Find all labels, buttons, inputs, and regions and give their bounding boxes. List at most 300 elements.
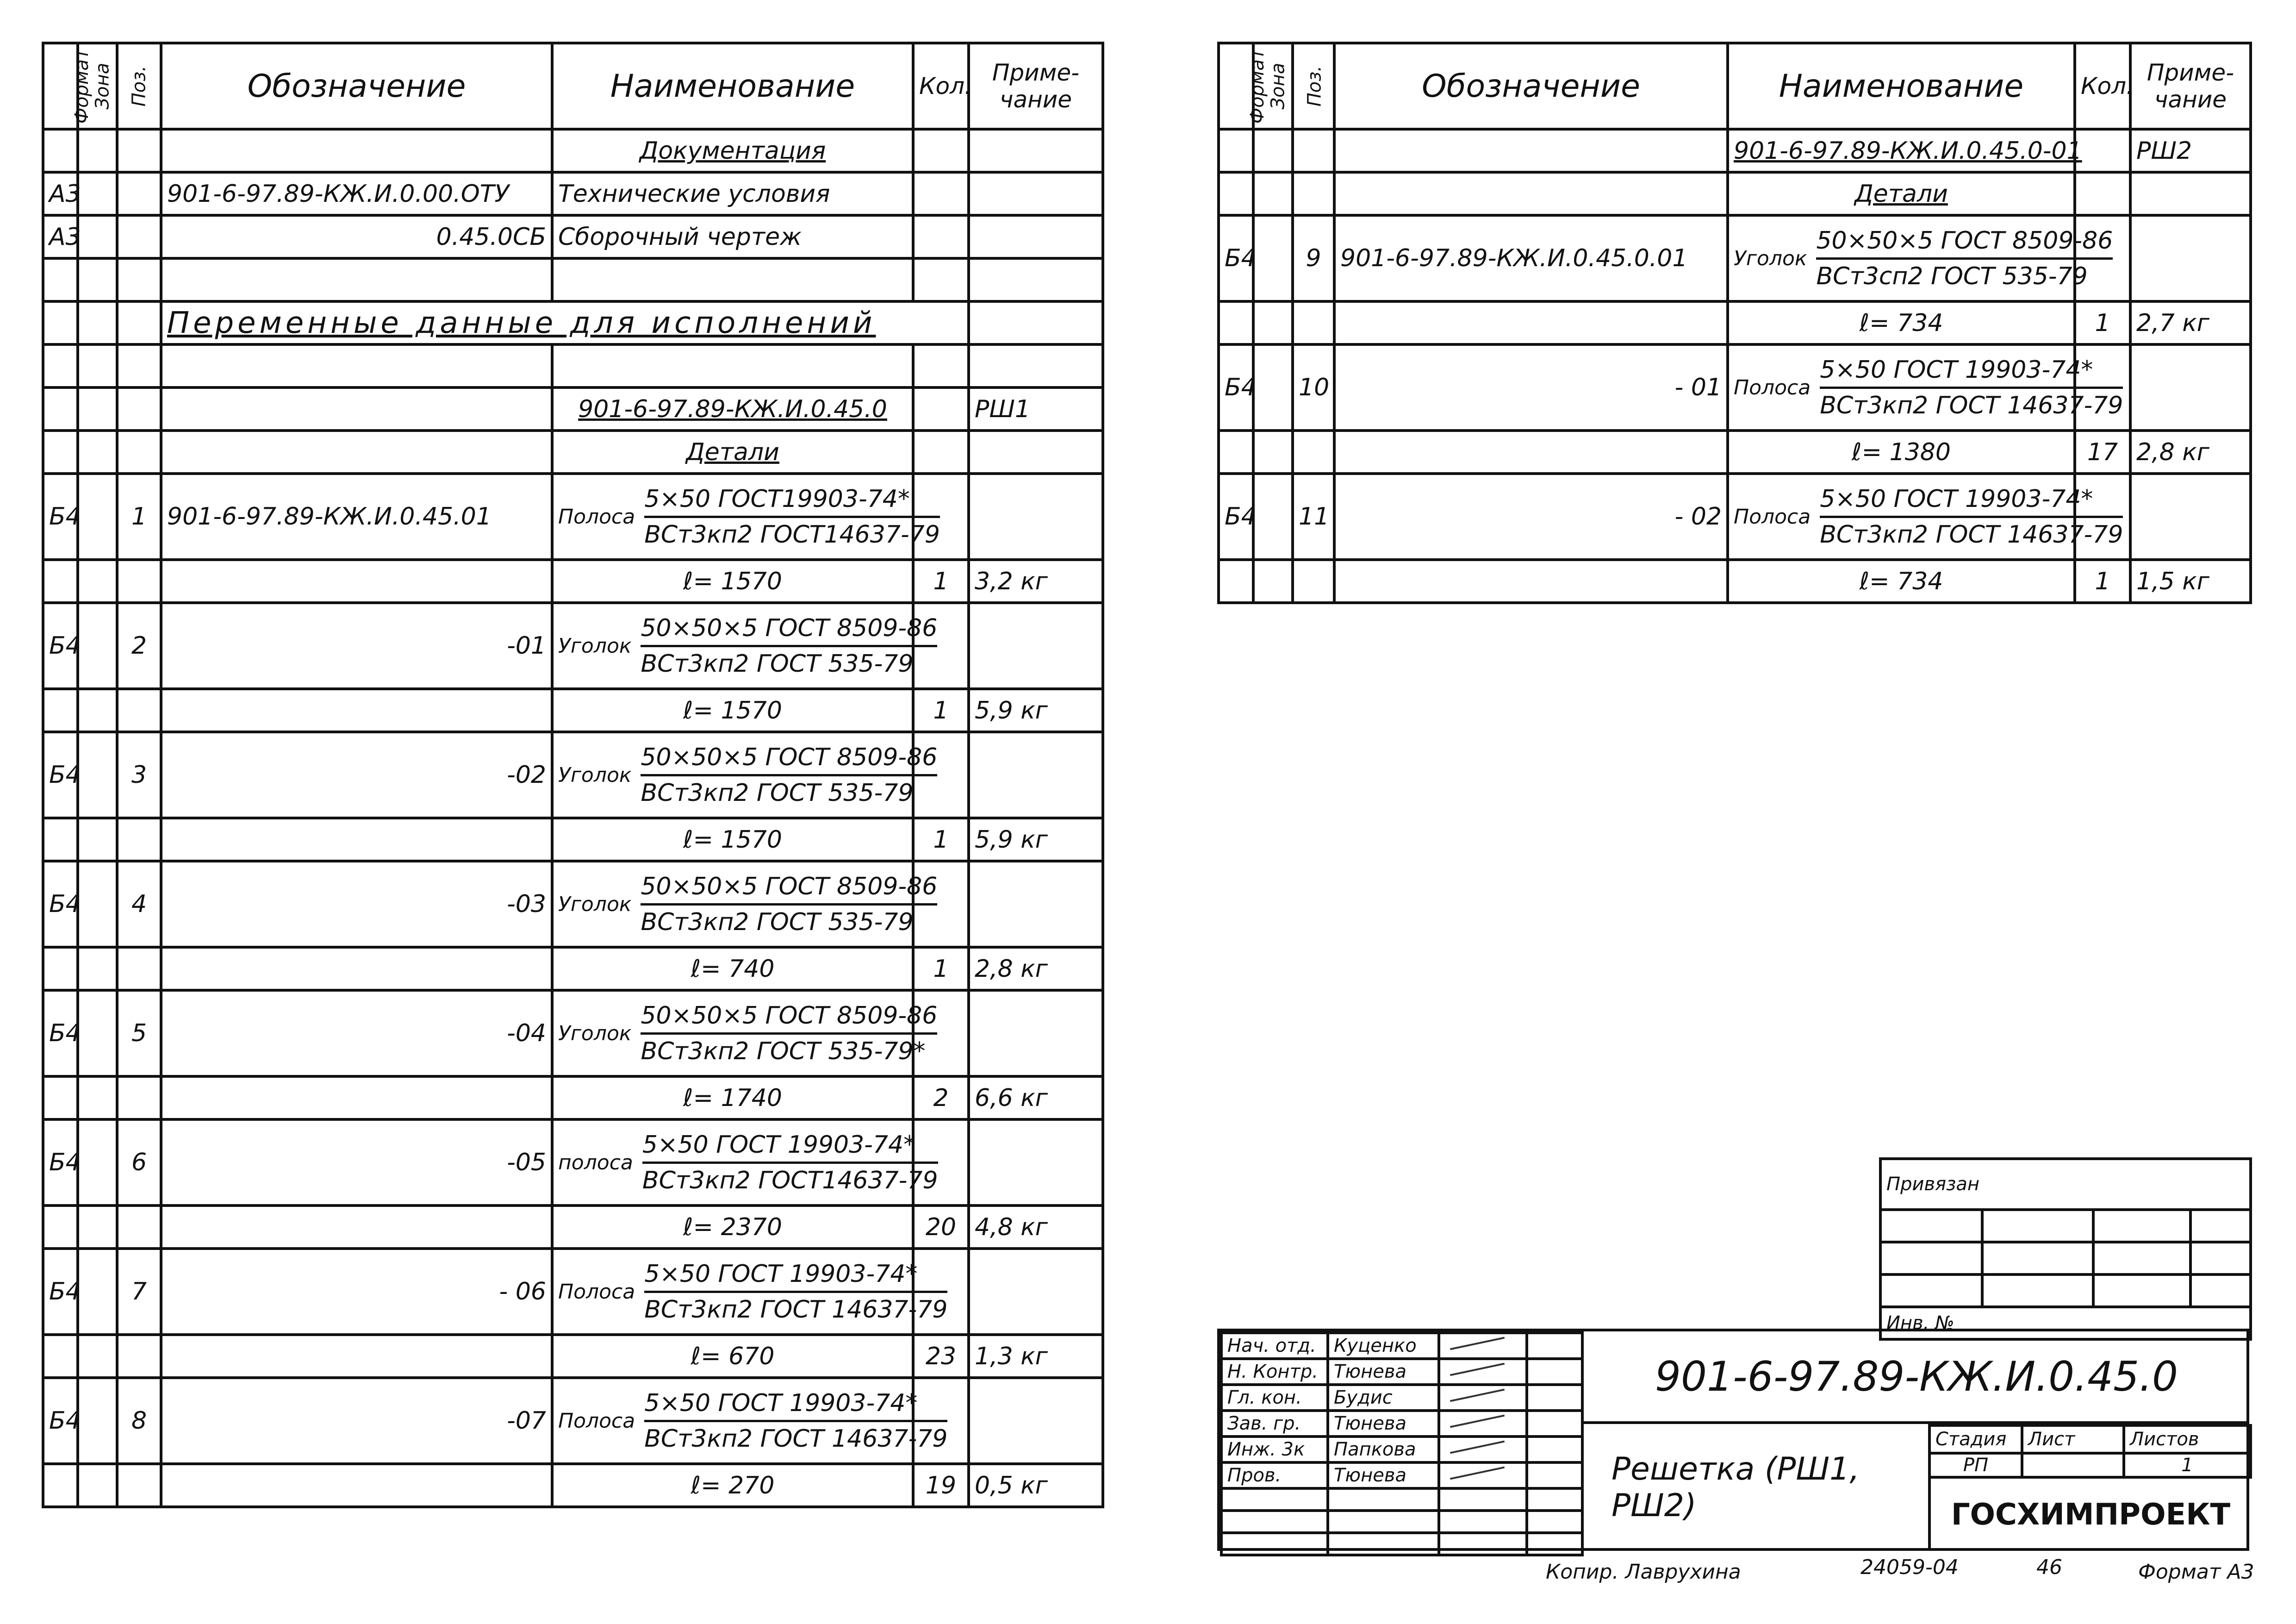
header-format-text: Формат <box>71 48 93 124</box>
name-cell <box>552 1378 948 1464</box>
title-block <box>1217 1329 2249 1551</box>
table-row <box>43 1119 1103 1206</box>
steel-grade: ВСт3кп2 ГОСТ 535-79 <box>641 779 914 807</box>
format-cell <box>43 1335 78 1378</box>
format-cell: А3 <box>43 215 78 258</box>
header-pos-text: Поз. <box>1304 65 1325 107</box>
designation-cell: 901-6-97.89-КЖ.И.0.00.ОТУ <box>161 172 552 215</box>
name-composite <box>558 1001 938 1065</box>
steel-grade: ВСт3сп2 ГОСТ 535-79 <box>1816 262 2088 290</box>
person-cell: Тюнева <box>1328 1462 1439 1488</box>
format-cell: Б4 <box>43 732 78 818</box>
name-cell: ℓ= 734 <box>1728 560 2075 603</box>
note-cell: 5,9 кг <box>969 818 1103 861</box>
zone-cell <box>78 689 117 732</box>
note-cell <box>969 431 1103 474</box>
designation-cell <box>1334 431 1728 474</box>
note-cell: 4,8 кг <box>969 1206 1103 1249</box>
quantity-cell: 1 <box>913 818 969 861</box>
signature-cell <box>1439 1462 1527 1488</box>
format-cell: Б4 <box>43 474 78 560</box>
drawing-title: Решетка (РШ1, РШ2) <box>1581 1424 1928 1551</box>
position-cell <box>117 215 161 258</box>
profile-size: 50×50×5 ГОСТ 8509-86 <box>641 1002 937 1035</box>
signature-cell <box>1439 1385 1527 1411</box>
position-cell <box>117 1464 161 1507</box>
name-cell: ℓ= 734 <box>1728 301 2075 344</box>
table-row <box>43 301 1103 344</box>
profile-kind: Полоса <box>1734 505 1811 529</box>
profile-kind: полоса <box>558 1150 633 1174</box>
format-cell: А3 <box>43 172 78 215</box>
variable-data-heading: Переменные данные для исполнений <box>161 301 969 344</box>
signature-row <box>1221 1437 1582 1462</box>
zone-cell <box>1253 431 1293 474</box>
name-composite <box>1734 226 2113 290</box>
table-row <box>43 344 1103 387</box>
note-cell <box>969 258 1103 301</box>
designation-cell: -05 <box>161 1119 552 1206</box>
table-row <box>1219 344 2251 431</box>
zone-cell <box>78 1378 117 1464</box>
table-row <box>43 1335 1103 1378</box>
zone-cell <box>78 431 117 474</box>
profile-spec <box>641 1002 937 1065</box>
zone-cell <box>78 947 117 990</box>
profile-size: 50×50×5 ГОСТ 8509-86 <box>641 873 937 906</box>
table-row <box>1219 560 2251 603</box>
format-cell <box>43 344 78 387</box>
format-cell: Б4 <box>43 1119 78 1206</box>
header-zone-text: Зона <box>92 62 113 110</box>
header-note: Приме- чание <box>969 43 1103 129</box>
name-cell: ℓ= 270 <box>552 1464 913 1507</box>
signature-row <box>1221 1462 1582 1488</box>
profile-spec <box>1816 227 2113 290</box>
note-cell: РШ2 <box>2130 129 2251 172</box>
header-name: Наименование <box>552 43 913 129</box>
sheets-label: Листов <box>2124 1425 2251 1453</box>
profile-kind: Полоса <box>558 1409 635 1433</box>
note-cell <box>969 1119 1103 1206</box>
quantity-cell: 19 <box>913 1464 969 1507</box>
format-cell <box>43 560 78 603</box>
note-cell: 5,9 кг <box>969 689 1103 732</box>
table-row <box>1219 172 2251 215</box>
date-cell <box>1527 1385 1582 1411</box>
format-cell: Б4 <box>43 1378 78 1464</box>
zone-cell <box>78 990 117 1076</box>
name-cell <box>552 990 938 1076</box>
note-cell <box>2130 474 2251 560</box>
attachment-block <box>1879 1157 2252 1341</box>
header-qty: Кол. <box>2075 43 2130 129</box>
designation-cell <box>161 818 552 861</box>
quantity-cell <box>913 172 969 215</box>
name-cell: 901-6-97.89-КЖ.И.0.45.0 <box>552 387 913 431</box>
name-cell: Детали <box>552 431 913 474</box>
note-cell: 2,7 кг <box>2130 301 2251 344</box>
position-cell <box>117 258 161 301</box>
format-cell <box>43 1206 78 1249</box>
format-cell <box>43 689 78 732</box>
profile-kind: Уголок <box>558 892 632 916</box>
zone-cell <box>78 387 117 431</box>
table-row <box>43 1249 1103 1335</box>
role-cell: Пров. <box>1221 1462 1328 1488</box>
zone-cell <box>78 1335 117 1378</box>
position-cell: 6 <box>117 1119 161 1206</box>
steel-grade: ВСт3кп2 ГОСТ14637-79 <box>644 520 940 549</box>
attached-label: Привязан <box>1880 1159 2251 1210</box>
designation-cell: - 02 <box>1334 474 1728 560</box>
designation-cell <box>1334 301 1728 344</box>
note-cell <box>969 474 1103 560</box>
designation-cell: - 06 <box>161 1249 552 1335</box>
position-cell <box>1293 129 1334 172</box>
zone-cell <box>78 129 117 172</box>
table-row <box>43 603 1103 689</box>
format-cell <box>43 1464 78 1507</box>
profile-spec <box>1820 356 2123 419</box>
note-cell <box>2130 172 2251 215</box>
format-cell <box>43 431 78 474</box>
profile-size: 50×50×5 ГОСТ 8509-86 <box>641 743 937 776</box>
role-cell: Нач. отд. <box>1221 1333 1328 1359</box>
profile-size: 50×50×5 ГОСТ 8509-86 <box>1816 227 2113 260</box>
quantity-cell: 2 <box>913 1076 969 1119</box>
name-composite <box>558 872 938 936</box>
designation-cell: 901-6-97.89-КЖ.И.0.45.01 <box>161 474 552 560</box>
name-composite <box>558 485 940 549</box>
profile-kind: Полоса <box>558 1280 635 1304</box>
role-cell: Гл. кон. <box>1221 1385 1328 1411</box>
zone-cell <box>78 172 117 215</box>
position-cell: 2 <box>117 603 161 689</box>
empty-row <box>1221 1511 1582 1533</box>
note-cell: 2,8 кг <box>969 947 1103 990</box>
header-pos <box>117 43 161 129</box>
table-row <box>43 732 1103 818</box>
signature-row <box>1221 1333 1582 1359</box>
header-note: Приме- чание <box>2130 43 2251 129</box>
designation-cell <box>161 344 552 387</box>
position-cell <box>1293 301 1334 344</box>
position-cell: 10 <box>1293 344 1334 431</box>
signatures-table <box>1220 1331 1584 1556</box>
specification-table-right <box>1217 42 2252 604</box>
table-row <box>43 947 1103 990</box>
name-cell: Детали <box>1728 172 2075 215</box>
name-cell <box>552 474 940 560</box>
header-row <box>43 43 1103 129</box>
header-qty: Кол. <box>913 43 969 129</box>
role-cell: Инж. 3к <box>1221 1437 1328 1462</box>
name-cell: Сборочный чертеж <box>552 215 913 258</box>
signature-mark <box>1445 1438 1514 1456</box>
designation-cell <box>161 431 552 474</box>
date-cell <box>1527 1333 1582 1359</box>
quantity-cell <box>913 215 969 258</box>
name-cell <box>1728 215 2113 301</box>
role-cell: Зав. гр. <box>1221 1411 1328 1437</box>
date-cell <box>1527 1359 1582 1385</box>
note-cell <box>969 1378 1103 1464</box>
signature-mark <box>1445 1464 1514 1482</box>
header-designation: Обозначение <box>1334 43 1728 129</box>
position-cell <box>1293 172 1334 215</box>
quantity-cell <box>2075 129 2130 172</box>
empty-row <box>1221 1533 1582 1555</box>
note-cell <box>969 129 1103 172</box>
designation-cell: -01 <box>161 603 552 689</box>
profile-spec <box>644 485 940 549</box>
name-cell <box>552 603 938 689</box>
name-cell: ℓ= 670 <box>552 1335 913 1378</box>
note-cell: 1,5 кг <box>2130 560 2251 603</box>
profile-spec <box>641 873 937 936</box>
header-designation: Обозначение <box>161 43 552 129</box>
specification-table-left <box>42 42 1104 1508</box>
person-cell: Куценко <box>1328 1333 1439 1359</box>
signature-cell <box>1439 1437 1527 1462</box>
header-pos-text: Поз. <box>128 65 150 107</box>
position-cell: 9 <box>1293 215 1334 301</box>
header-name: Наименование <box>1728 43 2075 129</box>
quantity-cell: 1 <box>913 560 969 603</box>
table-row <box>43 172 1103 215</box>
zone-cell <box>78 560 117 603</box>
zone-cell <box>78 732 117 818</box>
format-cell <box>43 1076 78 1119</box>
person-cell: Папкова <box>1328 1437 1439 1462</box>
header-format <box>1219 43 1269 129</box>
quantity-cell: 17 <box>2075 431 2130 474</box>
header-format <box>43 43 93 129</box>
quantity-cell <box>913 258 969 301</box>
table-row <box>1219 215 2251 301</box>
table-row <box>43 990 1103 1076</box>
steel-grade: ВСт3кп2 ГОСТ 535-79* <box>641 1037 926 1065</box>
quantity-cell <box>2075 172 2130 215</box>
profile-spec <box>642 1131 938 1194</box>
note-cell <box>2130 344 2251 431</box>
quantity-cell: 1 <box>913 689 969 732</box>
profile-size: 5×50 ГОСТ 19903-74* <box>1820 485 2123 518</box>
signature-row <box>1221 1411 1582 1437</box>
zone-cell <box>1253 129 1293 172</box>
steel-grade: ВСт3кп2 ГОСТ 535-79 <box>641 650 914 678</box>
zone-cell <box>78 861 117 947</box>
position-cell: 3 <box>117 732 161 818</box>
designation-cell <box>1334 172 1728 215</box>
signature-mark <box>1445 1386 1514 1405</box>
sheet-label: Лист <box>2022 1425 2124 1453</box>
role-cell: Н. Контр. <box>1221 1359 1328 1385</box>
position-cell <box>1293 431 1334 474</box>
person-cell: Тюнева <box>1328 1411 1439 1437</box>
name-cell: Документация <box>552 129 913 172</box>
name-cell: Технические условия <box>552 172 913 215</box>
designation-cell <box>161 560 552 603</box>
profile-kind: Уголок <box>558 1021 632 1045</box>
table-row <box>43 818 1103 861</box>
name-cell: ℓ= 1570 <box>552 818 913 861</box>
profile-size: 5×50 ГОСТ 19903-74* <box>644 1389 947 1422</box>
steel-grade: ВСт3кп2 ГОСТ 535-79 <box>641 908 914 936</box>
zone-cell <box>78 215 117 258</box>
position-cell: 5 <box>117 990 161 1076</box>
zone-cell <box>1253 560 1293 603</box>
profile-kind: Уголок <box>558 763 632 787</box>
position-cell <box>117 1206 161 1249</box>
position-cell <box>117 129 161 172</box>
format-cell <box>1219 431 1253 474</box>
position-cell: 8 <box>117 1378 161 1464</box>
designation-cell: 0.45.0СБ <box>161 215 552 258</box>
position-cell <box>117 689 161 732</box>
table-row <box>1219 474 2251 560</box>
format-cell: Б4 <box>43 990 78 1076</box>
format-cell <box>1219 172 1253 215</box>
designation-cell <box>161 947 552 990</box>
name-cell <box>552 1249 948 1335</box>
table-row <box>43 1206 1103 1249</box>
name-cell: 901-6-97.89-КЖ.И.0.45.0-01 <box>1728 129 2075 172</box>
inv-label: Инв. № <box>1880 1307 2251 1339</box>
zone-cell <box>78 474 117 560</box>
designation-cell <box>161 1335 552 1378</box>
format-cell <box>43 129 78 172</box>
header-zone-text: Зона <box>1267 62 1289 110</box>
note-cell: 3,2 кг <box>969 560 1103 603</box>
date-cell <box>1527 1411 1582 1437</box>
position-cell: 11 <box>1293 474 1334 560</box>
note-cell <box>969 603 1103 689</box>
profile-kind: Уголок <box>558 634 632 658</box>
zone-cell <box>78 344 117 387</box>
signature-mark <box>1445 1360 1514 1379</box>
profile-kind: Полоса <box>558 505 635 529</box>
zone-cell <box>1253 344 1293 431</box>
quantity-cell <box>913 387 969 431</box>
name-composite <box>558 743 938 807</box>
zone-cell <box>78 258 117 301</box>
sheet-value <box>2022 1453 2124 1477</box>
zone-cell <box>78 603 117 689</box>
note-cell <box>2130 215 2251 301</box>
table-row <box>43 560 1103 603</box>
name-cell <box>552 344 913 387</box>
position-cell <box>117 1076 161 1119</box>
designation-cell: 901-6-97.89-КЖ.И.0.45.0.01 <box>1334 215 1728 301</box>
profile-size: 5×50 ГОСТ 19903-74* <box>644 1260 947 1293</box>
name-cell: ℓ= 1570 <box>552 560 913 603</box>
position-cell <box>117 431 161 474</box>
designation-cell: -02 <box>161 732 552 818</box>
sheets-value: 1 <box>2124 1453 2251 1477</box>
profile-kind: Полоса <box>1734 375 1811 400</box>
table-row <box>43 1076 1103 1119</box>
name-cell: ℓ= 1380 <box>1728 431 2075 474</box>
designation-cell <box>1334 560 1728 603</box>
format-cell <box>1219 129 1253 172</box>
archive-number: 24059-04 <box>1860 1555 1959 1579</box>
header-row <box>1219 43 2251 129</box>
signature-row <box>1221 1359 1582 1385</box>
zone-cell <box>78 1076 117 1119</box>
note-cell: 1,3 кг <box>969 1335 1103 1378</box>
name-cell <box>552 732 938 818</box>
note-cell: РШ1 <box>969 387 1103 431</box>
signature-row <box>1221 1385 1582 1411</box>
quantity-cell: 1 <box>2075 560 2130 603</box>
table-row <box>43 689 1103 732</box>
note-cell <box>969 344 1103 387</box>
zone-cell <box>78 1119 117 1206</box>
zone-cell <box>78 1249 117 1335</box>
designation-cell <box>161 258 552 301</box>
signature-cell <box>1439 1359 1527 1385</box>
position-cell <box>117 818 161 861</box>
date-cell <box>1527 1437 1582 1462</box>
note-cell <box>969 732 1103 818</box>
person-cell: Будис <box>1328 1385 1439 1411</box>
empty-row <box>1221 1488 1582 1511</box>
position-cell <box>117 947 161 990</box>
designation-cell <box>161 1206 552 1249</box>
signature-cell <box>1439 1333 1527 1359</box>
steel-grade: ВСт3кп2 ГОСТ 14637-79 <box>644 1295 948 1324</box>
name-cell: ℓ= 1570 <box>552 689 913 732</box>
designation-cell: -04 <box>161 990 552 1076</box>
profile-spec <box>641 614 937 678</box>
stage-table <box>1928 1424 2252 1551</box>
designation-cell <box>161 1464 552 1507</box>
format-cell: Б4 <box>1219 474 1253 560</box>
designation-cell <box>161 689 552 732</box>
person-cell: Тюнева <box>1328 1359 1439 1385</box>
stage-value: РП <box>1929 1453 2022 1477</box>
note-cell <box>969 215 1103 258</box>
table-row <box>43 431 1103 474</box>
note-cell: 6,6 кг <box>969 1076 1103 1119</box>
profile-size: 5×50 ГОСТ 19903-74* <box>1820 356 2123 389</box>
note-cell <box>969 990 1103 1076</box>
quantity-cell: 23 <box>913 1335 969 1378</box>
header-format-text: Формат <box>1247 48 1269 124</box>
position-cell <box>117 1335 161 1378</box>
position-cell <box>1293 560 1334 603</box>
zone-cell <box>1253 215 1293 301</box>
table-row <box>43 861 1103 947</box>
quantity-cell: 1 <box>913 947 969 990</box>
profile-spec <box>644 1389 947 1453</box>
zone-cell <box>78 818 117 861</box>
note-cell <box>969 861 1103 947</box>
quantity-cell <box>913 344 969 387</box>
table-row <box>43 215 1103 258</box>
header-pos <box>1293 43 1334 129</box>
quantity-cell: 20 <box>913 1206 969 1249</box>
document-code: 901-6-97.89-КЖ.И.0.45.0 <box>1581 1331 2249 1424</box>
steel-grade: ВСт3кп2 ГОСТ 14637-79 <box>644 1424 948 1453</box>
name-composite <box>558 1131 938 1194</box>
format-cell: Б4 <box>1219 215 1253 301</box>
profile-spec <box>644 1260 947 1324</box>
page-number: 46 <box>2036 1555 2062 1579</box>
profile-kind: Уголок <box>1734 246 1807 270</box>
